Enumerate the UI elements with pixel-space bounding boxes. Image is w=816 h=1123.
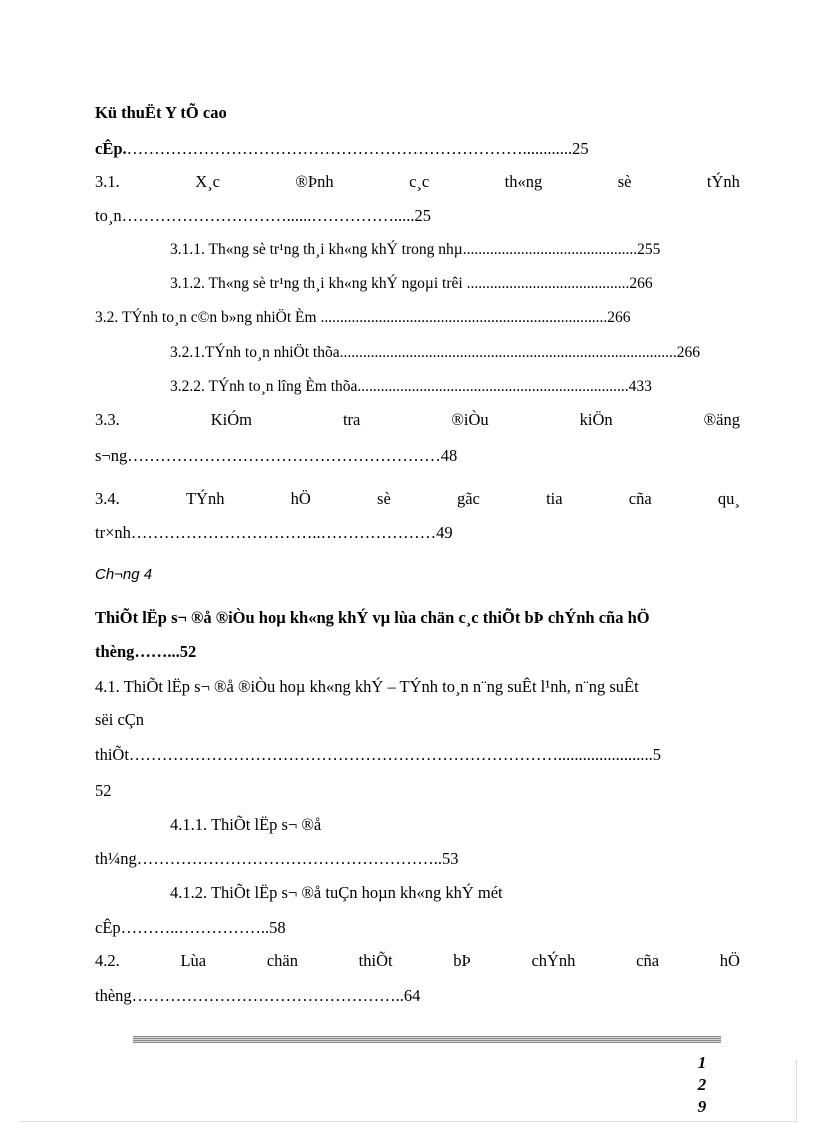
toc-entry-3-4-word: gãc <box>456 489 480 508</box>
toc-entry-3-1-word: c¸c <box>409 172 430 191</box>
toc-heading-page: 25 <box>572 139 589 158</box>
toc-entry-4-1-cont[interactable]: thiÕt…………………………………………………………………….......................5 <box>95 745 662 764</box>
toc-entry-4-2-word: Lùa <box>180 951 207 970</box>
toc-entry-3-3-word: ®äng <box>703 410 740 429</box>
toc-entry-3-3-word: tra <box>342 410 361 429</box>
toc-entry-3-1[interactable] <box>95 172 740 192</box>
toc-entry-4-2-word: chän <box>266 951 298 970</box>
toc-entry-3-1-word: ®Þnh <box>295 172 334 191</box>
toc-entry-4-2-word: thiÕt <box>358 951 393 970</box>
toc-heading-leader: ………………………………………………………………............ <box>126 139 573 158</box>
toc-entry-3-1-cont[interactable]: to¸n…………………………......…………….....25 <box>95 206 431 225</box>
toc-entry-4-2-word: cña <box>636 951 660 970</box>
toc-entry-4-1[interactable]: 4.1. ThiÕt lËp s¬ ®å ®iÒu hoµ kh«ng khÝ – TÝnh to¸n n¨ng suÊt l¹nh, n¨ng suÊt <box>95 677 639 696</box>
toc-entry-3-2-1[interactable]: 3.2.1.TÝnh to¸n nhiÖt thõa.......................................................................................266 <box>170 344 700 361</box>
toc-entry-3-4-word: hÖ <box>290 489 311 508</box>
toc-entry-3-1-1[interactable]: 3.1.1. Th«ng sè tr¹ng th¸i kh«ng khÝ trong nhµ.............................................255 <box>170 241 661 258</box>
toc-entry-3-4-word: sè <box>377 489 391 508</box>
footer-rule <box>133 1036 721 1043</box>
toc-entry-3-3-word: KiÓm <box>210 410 252 429</box>
toc-entry-3-1-num: 3.1. <box>95 172 120 191</box>
toc-entry-4-1-2[interactable]: 4.1.2. ThiÕt lËp s¬ ®å tuÇn hoµn kh«ng khÝ mét <box>170 883 503 902</box>
toc-entry-4-2-word: chÝnh <box>531 951 576 970</box>
toc-entry-4-2[interactable] <box>95 951 740 971</box>
toc-entry-4-1-1-cont[interactable]: th¼ng………………………………………………..53 <box>95 849 459 868</box>
toc-entry-3-3-num: 3.3. <box>95 410 120 429</box>
toc-entry-3-4-word: qu¸ <box>717 489 740 508</box>
page-number-digit: 9 <box>697 1097 707 1116</box>
toc-entry-3-4-word: cña <box>628 489 652 508</box>
toc-entry-3-4-cont[interactable]: tr×nh……………………………..…………………49 <box>95 523 453 542</box>
toc-entry-4-2-word: bÞ <box>453 951 471 970</box>
page-border-right <box>796 1060 797 1122</box>
toc-entry-4-1-2-cont[interactable]: cÊp………..……………..58 <box>95 918 286 937</box>
toc-entry-4-2-num: 4.2. <box>95 951 120 970</box>
toc-entry-3-4-num: 3.4. <box>95 489 120 508</box>
chapter-label: Ch¬ng 4 <box>95 566 153 583</box>
toc-entry-3-4[interactable] <box>95 489 740 509</box>
toc-entry-3-3-word: kiÖn <box>579 410 613 429</box>
toc-entry-3-4-word: TÝnh <box>185 489 225 508</box>
toc-entry-4-2-cont[interactable]: thèng…………………………………………..64 <box>95 986 421 1005</box>
page-border-bottom <box>20 1121 796 1122</box>
toc-entry-3-4-word: tia <box>546 489 563 508</box>
toc-entry-3-1-word: tÝnh <box>706 172 740 191</box>
toc-entry-3-1-word: X¸c <box>195 172 220 191</box>
toc-entry-4-1-cont[interactable]: sëi cÇn <box>95 710 145 729</box>
toc-entry-3-3[interactable] <box>95 410 740 430</box>
page-number-digit: 2 <box>697 1075 707 1094</box>
toc-entry-4-2-word: hÖ <box>719 951 740 970</box>
toc-chapter-4-title[interactable]: ThiÕt lËp s¬ ®å ®iÒu hoµ kh«ng khÝ vµ lùa chän c¸c thiÕt bÞ chÝnh cña hÖ <box>95 608 650 627</box>
toc-entry-3-3-word: ®iÒu <box>451 410 489 429</box>
toc-entry-3-1-word: sè <box>617 172 632 191</box>
toc-chapter-4-title-cont[interactable] <box>95 642 196 662</box>
toc-entry-3-1-2[interactable]: 3.1.2. Th«ng sè tr¹ng th¸i kh«ng khÝ ngoµi trêi ..........................................266 <box>170 275 653 292</box>
toc-heading-cont-text: cÊp. <box>95 139 127 158</box>
toc-heading-title: Kü thuËt Y tÕ cao <box>95 103 227 122</box>
toc-entry-3-2[interactable]: 3.2. TÝnh to¸n c©n b»ng nhiÖt Èm ..........................................................................266 <box>95 309 631 326</box>
toc-entry-3-3-cont[interactable]: s¬ng…………………………………………………48 <box>95 446 458 465</box>
toc-entry-4-1-cont[interactable]: 52 <box>95 781 112 800</box>
toc-heading-cont <box>95 139 589 159</box>
toc-entry-3-1-word: th«ng <box>504 172 543 191</box>
page-number-digit: 1 <box>697 1053 707 1072</box>
toc-entry-3-2-2[interactable]: 3.2.2. TÝnh to¸n lîng Èm thõa......................................................................433 <box>170 378 652 395</box>
toc-chapter-4-title-cont-text: thèng……...52 <box>95 642 197 661</box>
toc-entry-4-1-1[interactable]: 4.1.1. ThiÕt lËp s¬ ®å <box>170 815 322 834</box>
